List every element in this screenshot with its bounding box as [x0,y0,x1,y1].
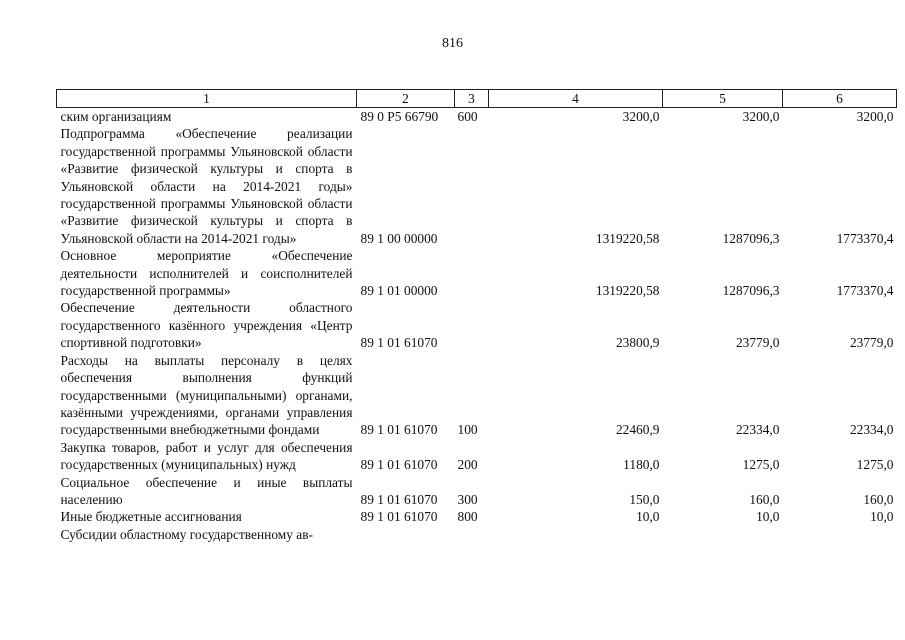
budget-table [56,89,897,543]
row-code: 89 1 01 61070 [360,457,438,473]
column-header-5: 5 [663,90,783,108]
page-number: 816 [442,36,463,51]
row-value-5: 23779,0 [735,335,780,351]
row-value-4: 1180,0 [623,457,660,473]
row-name: ским организациям [60,109,172,124]
row-name: Социальное обеспечение и иные выплаты населению [60,474,353,507]
row-value-5: 1287096,3 [722,230,780,246]
row-value-5: 10,0 [756,509,780,525]
column-header-3: 3 [455,90,489,108]
row-value-5: 3200,0 [742,109,780,124]
row-value-4: 1319220,58 [595,283,660,299]
row-name: Обеспечение деятельности областного государственного казённого учреждения «Центр спортивной подготовки» [60,300,353,351]
row-value-4 [489,526,663,543]
table-row [57,439,897,474]
row-type [455,125,489,247]
row-value-6: 1773370,4 [836,230,894,246]
row-value-6: 160,0 [863,491,894,507]
row-code: 89 1 01 61070 [360,491,438,507]
column-header-row [57,90,897,108]
row-code: 89 1 01 00000 [360,283,438,299]
row-value-4: 150,0 [629,491,660,507]
row-code [357,526,455,543]
row-type: 800 [457,509,478,525]
row-type [455,526,489,543]
row-value-5: 160,0 [749,491,780,507]
table-row [57,526,897,543]
row-name: Иные бюджетные ассигнования [60,509,242,525]
row-type [455,299,489,351]
row-type: 200 [457,457,478,473]
row-value-5: 1287096,3 [722,283,780,299]
table-row [57,108,897,126]
row-code: 89 1 01 61070 [360,422,438,438]
table-row [57,299,897,351]
row-name: Основное мероприятие «Обеспечение деятельности исполнителей и соисполнителей государственной программы» [60,248,353,299]
row-value-6: 1275,0 [856,457,894,473]
row-value-6: 22334,0 [849,422,894,438]
row-type: 100 [457,422,478,438]
table-row [57,508,897,525]
row-name: Подпрограмма «Обеспечение реализации государственной программы Ульяновской области «Развитие физической культуры и спорта в Ульяновской области на 2014-2021 годы» государственной программы Ульяновской области «Развитие физической культуры и спорта в Ульяновской области на 2014-2021 годы» [60,126,353,246]
row-value-4: 10,0 [636,509,660,525]
row-value-4: 23800,9 [615,335,660,351]
table-row [57,352,897,439]
row-code: 89 1 00 00000 [360,230,438,246]
row-value-6: 10,0 [870,509,894,525]
row-code: 89 1 01 61070 [360,335,438,351]
row-code: 89 1 01 61070 [360,509,438,525]
row-value-6: 23779,0 [849,335,894,351]
row-value-5: 1275,0 [742,457,780,473]
row-name: Закупка товаров, работ и услуг для обеспечения государственных (муниципальных) нужд [60,439,353,473]
row-value-4: 1319220,58 [595,230,660,246]
row-value-4: 3200,0 [622,109,660,124]
row-value-6 [783,526,897,543]
row-code: 89 0 P5 66790 [360,109,439,124]
row-value-5 [663,526,783,543]
row-value-6: 1773370,4 [836,283,894,299]
table-row [57,474,897,509]
table-row [57,247,897,299]
row-type [455,247,489,299]
row-type: 600 [457,109,478,124]
row-type: 300 [457,491,478,507]
table-row [57,125,897,247]
column-header-4: 4 [489,90,663,108]
column-header-6: 6 [783,90,897,108]
row-name: Субсидии областному государственному ав- [60,526,314,542]
row-value-4: 22460,9 [615,422,660,438]
row-value-5: 22334,0 [735,422,780,438]
row-name: Расходы на выплаты персоналу в целях обеспечения выполнения функций государственными (муниципальными) органами, казёнными учреждениями, органами управления государственными внебюджетными фондами [60,352,353,438]
column-header-2: 2 [357,90,455,108]
row-value-6: 3200,0 [856,109,894,124]
column-header-1: 1 [57,90,357,108]
